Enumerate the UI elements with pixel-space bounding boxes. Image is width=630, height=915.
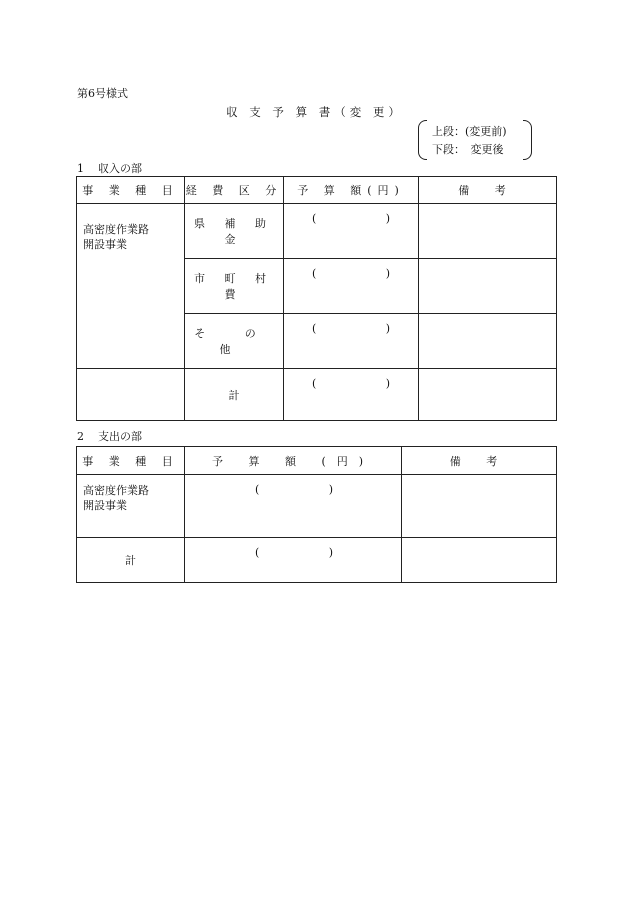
income-category-cell: そ の 他 [185,314,284,369]
paren-close: ) [328,546,333,559]
paren-close: ) [328,483,333,496]
income-header-expense-category: 経 費 区 分 [185,177,284,204]
income-project-line1: 高密度作業路 [83,223,149,236]
change-note [418,120,532,158]
income-amount-cell[interactable] [284,259,419,314]
paren-close: ) [385,267,390,280]
expense-project-cell [77,475,185,538]
paren-open: ( [312,212,317,225]
income-category-cell: 市 町 村 費 [185,259,284,314]
income-project-cell [77,204,185,369]
expense-header-project-type: 事 業 種 目 [77,447,185,475]
income-header-project-type: 事 業 種 目 [77,177,185,204]
paren-open: ( [312,377,317,390]
income-section-heading [77,160,142,176]
income-remarks-cell[interactable] [419,204,557,259]
note-line-after: 下段： 変更後 [432,143,504,156]
document-title: 収 支 予 算 書（変 更） [226,105,404,119]
income-total-amount-cell[interactable] [284,369,419,421]
expense-header-remarks: 備 考 [402,447,557,475]
expense-header-budget-amount: 予 算 額 (円) [185,447,402,475]
income-remarks-cell[interactable] [419,314,557,369]
expense-amount-cell[interactable] [185,475,402,538]
expense-total-label: 計 [77,538,185,583]
income-amount-cell[interactable] [284,314,419,369]
note-line-before: 上段：(変更前) [432,125,507,138]
paren-open: ( [255,483,260,496]
expense-total-remarks-cell[interactable] [402,538,557,583]
income-total-label: 計 [185,369,284,421]
expense-project-line2: 開設事業 [83,499,127,512]
right-bracket [523,120,532,160]
left-bracket [418,120,427,160]
expense-project-line1: 高密度作業路 [83,484,149,497]
income-total-row [77,369,557,421]
form-number: 第6号様式 [77,87,128,100]
expense-total-row [77,538,557,583]
expense-section-title: 支出の部 [98,430,142,443]
paren-close: ) [385,322,390,335]
expense-row [77,475,557,538]
income-header-budget-amount: 予 算 額(円) [284,177,419,204]
expense-total-amount-cell[interactable] [185,538,402,583]
income-amount-cell[interactable] [284,204,419,259]
expense-header-row [77,447,557,475]
income-project-line2: 開設事業 [83,238,127,251]
income-header-remarks: 備 考 [419,177,557,204]
income-total-remarks-cell[interactable] [419,369,557,421]
paren-close: ) [385,212,390,225]
income-remarks-cell[interactable] [419,259,557,314]
income-category-cell: 県 補 助 金 [185,204,284,259]
income-row [77,204,557,259]
income-header-row [77,177,557,204]
paren-close: ) [385,377,390,390]
income-total-spacer [77,369,185,421]
expense-section-heading [77,428,142,444]
paren-open: ( [312,322,317,335]
expense-remarks-cell[interactable] [402,475,557,538]
income-table [76,176,557,421]
expense-section-number: 2 [77,430,84,443]
income-section-title: 収入の部 [98,162,142,175]
income-section-number: 1 [77,162,84,175]
paren-open: ( [312,267,317,280]
paren-open: ( [255,546,260,559]
expense-table [76,446,557,583]
